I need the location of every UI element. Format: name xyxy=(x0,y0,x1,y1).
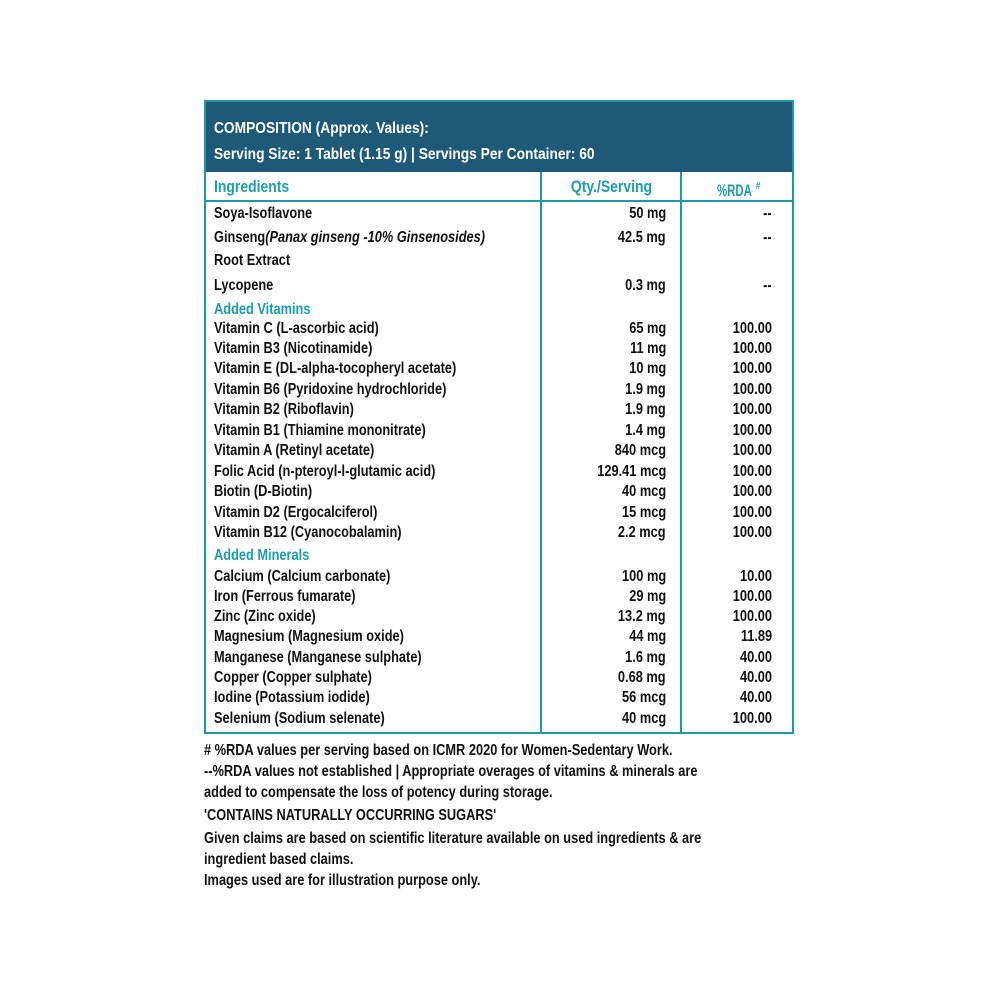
table-row xyxy=(206,462,792,482)
rda-value: 100.00 xyxy=(732,381,772,398)
ingredient-name-text: Biotin (D-Biotin) xyxy=(214,483,313,500)
ingredient-name-text: Vitamin D2 (Ergocalciferol) xyxy=(214,504,378,521)
ingredient-name-text: Vitamin C (L-ascorbic acid) xyxy=(214,320,379,337)
ingredient-name xyxy=(214,567,435,587)
rda-value: 40.00 xyxy=(739,669,772,686)
ingredient-name xyxy=(214,503,418,523)
rda-value: 100.00 xyxy=(732,588,772,605)
ingredient-name-text: Copper (Copper sulphate) xyxy=(214,669,372,686)
ingredient-name-text: Vitamin B2 (Riboflavin) xyxy=(214,401,354,418)
qty-value: 0.3 mg xyxy=(625,277,666,294)
composition-header xyxy=(204,100,794,172)
ingredient-name-text: Iron (Ferrous fumarate) xyxy=(214,588,356,605)
column-header-rda: %RDA # xyxy=(717,180,761,200)
ingredient-name xyxy=(214,648,474,668)
rda-value: 100.00 xyxy=(732,340,772,357)
qty-value: 1.4 mg xyxy=(625,422,666,439)
ingredient-name xyxy=(214,627,451,647)
rda-value: 40.00 xyxy=(739,689,772,706)
footnote-line: Images used are for illustration purpose only. xyxy=(204,872,481,889)
ingredient-name-text: Vitamin B12 (Cyanocobalamin) xyxy=(214,524,402,541)
ingredient-name xyxy=(214,462,491,482)
qty-value: 1.6 mg xyxy=(625,649,666,666)
ingredient-name-text: Vitamin B1 (Thiamine mononitrate) xyxy=(214,422,426,439)
qty-value: 44 mg xyxy=(629,628,666,645)
header-divider xyxy=(206,200,792,202)
ingredient-name xyxy=(214,339,412,359)
section-label: Added Minerals xyxy=(214,547,310,564)
composition-panel xyxy=(204,100,794,734)
composition-table xyxy=(204,172,794,734)
ingredient-name-text: Folic Acid (n-pteroyl-l-glutamic acid) xyxy=(214,463,436,480)
ingredient-name xyxy=(214,204,337,224)
ingredient-name-text: Magnesium (Magnesium oxide) xyxy=(214,628,404,645)
footnote-line: ingredient based claims. xyxy=(204,851,354,868)
table-row xyxy=(206,567,792,587)
rda-value: 10.00 xyxy=(739,568,772,585)
rda-value: 100.00 xyxy=(732,422,772,439)
ingredient-name xyxy=(214,607,341,627)
qty-value: 15 mcg xyxy=(621,504,666,521)
rda-value: 40.00 xyxy=(739,649,772,666)
table-row xyxy=(206,276,792,296)
footnote-line: # %RDA values per serving based on ICMR 2020 for Women-Sedentary Work. xyxy=(204,742,673,759)
rda-value: 100.00 xyxy=(732,524,772,541)
ingredient-name xyxy=(214,688,409,708)
ingredient-name xyxy=(214,587,391,607)
rda-value: -- xyxy=(763,229,772,246)
rda-value: 100.00 xyxy=(732,360,772,377)
ingredient-name-text: Calcium (Calcium carbonate) xyxy=(214,568,391,585)
section-heading xyxy=(206,546,792,566)
ingredient-name xyxy=(214,319,420,339)
qty-value: 56 mcg xyxy=(621,689,666,706)
rda-value: 100.00 xyxy=(732,710,772,727)
ingredient-name xyxy=(214,482,337,502)
ingredient-name-text: Zinc (Zinc oxide) xyxy=(214,608,316,625)
table-row xyxy=(206,319,792,339)
qty-value: 10 mg xyxy=(629,360,666,377)
ingredient-name-text: Vitamin E (DL-alpha-tocopheryl acetate) xyxy=(214,360,457,377)
table-row xyxy=(206,204,792,224)
ingredient-name-text: Vitamin B6 (Pyridoxine hydrochloride) xyxy=(214,381,447,398)
footnote-line: added to compensate the loss of potency during storage. xyxy=(204,784,553,801)
ingredient-name xyxy=(214,380,504,400)
ingredient-name xyxy=(214,251,309,271)
footnote-line: --%RDA values not established | Appropriate overages of vitamins & minerals are xyxy=(204,763,698,780)
composition-title: COMPOSITION (Approx. Values): xyxy=(214,120,429,137)
qty-value: 840 mcg xyxy=(614,442,666,459)
ingredient-name-text: Iodine (Potassium iodide) xyxy=(214,689,370,706)
table-row xyxy=(206,380,792,400)
footnote-line: Given claims are based on scientific literature available on used ingredients & are xyxy=(204,830,702,847)
ingredient-name xyxy=(214,400,389,420)
qty-value: 29 mg xyxy=(629,588,666,605)
rda-value: 100.00 xyxy=(732,483,772,500)
rda-value: 100.00 xyxy=(732,320,772,337)
table-row xyxy=(206,523,792,543)
rda-value: -- xyxy=(763,277,772,294)
footnote-line: 'CONTAINS NATURALLY OCCURRING SUGARS' xyxy=(204,807,497,824)
qty-value: 129.41 mcg xyxy=(596,463,666,480)
qty-value: 100 mg xyxy=(621,568,666,585)
ingredient-name xyxy=(214,276,288,296)
serving-info: Serving Size: 1 Tablet (1.15 g) | Servings Per Container: 60 xyxy=(214,146,595,163)
ingredient-name xyxy=(214,668,411,688)
table-row xyxy=(206,607,792,627)
qty-value: 1.9 mg xyxy=(625,401,666,418)
ingredient-name xyxy=(214,523,448,543)
ingredient-name xyxy=(214,359,517,379)
rda-value: 100.00 xyxy=(732,463,772,480)
table-row xyxy=(206,228,792,248)
qty-value: 1.9 mg xyxy=(625,381,666,398)
ingredient-name-text: Manganese (Manganese sulphate) xyxy=(214,649,422,666)
table-row xyxy=(206,441,792,461)
qty-value: 0.68 mg xyxy=(618,669,666,686)
qty-value: 13.2 mg xyxy=(618,608,666,625)
rda-value: 11.89 xyxy=(740,628,772,645)
column-header-ingredients: Ingredients xyxy=(214,177,290,196)
rda-value: 100.00 xyxy=(732,608,772,625)
qty-value: 42.5 mg xyxy=(618,229,666,246)
table-row xyxy=(206,503,792,523)
section-heading xyxy=(206,300,792,320)
section-label: Added Vitamins xyxy=(214,301,311,318)
ingredient-name-text: Soya-Isoflavone xyxy=(214,205,313,222)
table-row xyxy=(206,339,792,359)
rda-value: 100.00 xyxy=(732,442,772,459)
ingredient-name xyxy=(214,421,479,441)
table-row xyxy=(206,627,792,647)
table-row xyxy=(206,421,792,441)
ingredient-name-text: Selenium (Sodium selenate) xyxy=(214,710,385,727)
table-row xyxy=(206,688,792,708)
table-row xyxy=(206,668,792,688)
ingredient-name-text: Root Extract xyxy=(214,252,291,269)
qty-value: 65 mg xyxy=(629,320,666,337)
table-row xyxy=(206,251,792,271)
table-row xyxy=(206,587,792,607)
qty-value: 11 mg xyxy=(629,340,666,357)
qty-value: 40 mcg xyxy=(621,710,666,727)
rda-value: 100.00 xyxy=(732,401,772,418)
ingredient-name xyxy=(214,441,414,461)
ingredient-name-text: Vitamin A (Retinyl acetate) xyxy=(214,442,375,459)
rda-value: 100.00 xyxy=(732,504,772,521)
table-row xyxy=(206,709,792,729)
ingredient-name-text: Ginseng xyxy=(214,229,266,246)
table-row xyxy=(206,482,792,502)
qty-value: 2.2 mcg xyxy=(618,524,666,541)
ingredient-name xyxy=(214,228,553,248)
ingredient-name-text: Vitamin B3 (Nicotinamide) xyxy=(214,340,373,357)
qty-value: 50 mg xyxy=(629,205,666,222)
qty-value: 40 mcg xyxy=(621,483,666,500)
ingredient-name-text: Lycopene xyxy=(214,277,274,294)
footnotes xyxy=(204,740,824,891)
column-header-qty: Qty./Serving xyxy=(570,177,652,196)
ingredient-source: (Panax ginseng -10% Ginsenosides) xyxy=(265,229,486,246)
table-row xyxy=(206,359,792,379)
table-row xyxy=(206,648,792,668)
ingredient-name xyxy=(214,709,427,729)
rda-value: -- xyxy=(763,205,772,222)
table-row xyxy=(206,400,792,420)
